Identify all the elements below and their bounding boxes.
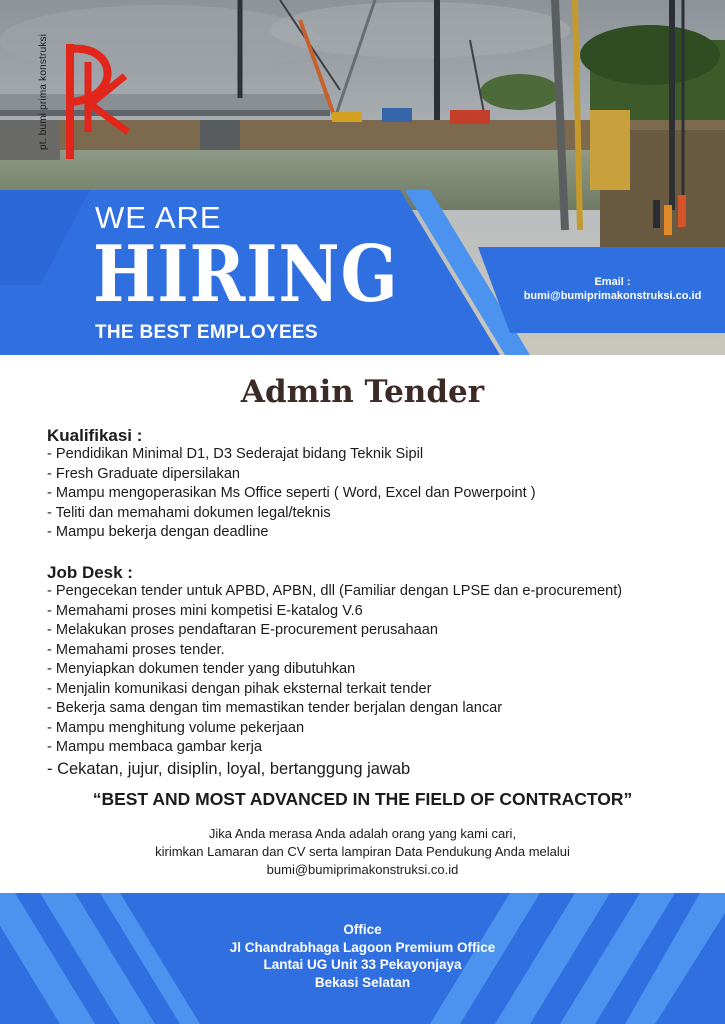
list-item: - Bekerja sama dengan tim memastikan tender berjalan dengan lancar bbox=[47, 700, 503, 716]
list-item: - Melakukan proses pendaftaran E-procurement perusahaan bbox=[47, 622, 439, 638]
address-line: Bekasi Selatan bbox=[314, 974, 411, 990]
list-item: - Memahami proses mini kompetisi E-katalog V.6 bbox=[47, 602, 363, 619]
list-item: - Fresh Graduate dipersilakan bbox=[47, 465, 241, 482]
list-item: - Memahami proses tender. bbox=[47, 641, 225, 658]
we-are-heading: WE ARE bbox=[95, 200, 222, 235]
application-instructions bbox=[0, 825, 725, 879]
office-address bbox=[0, 921, 725, 991]
email-address[interactable]: bumi@bumiprimakonstruksi.co.id bbox=[523, 290, 702, 302]
footer-section bbox=[0, 893, 725, 1024]
address-line: Lantai UG Unit 33 Pekayonjaya bbox=[263, 957, 462, 972]
list-item: - Menyiapkan dokumen tender yang dibutuhkan bbox=[47, 661, 356, 677]
list-item: - Mampu membaca gambar kerja bbox=[47, 739, 262, 755]
cta-email[interactable]: bumi@bumiprimakonstruksi.co.id bbox=[266, 862, 459, 877]
list-item: - Mampu bekerja dengan deadline bbox=[47, 524, 269, 540]
hiring-heading: HIRING bbox=[93, 229, 399, 320]
best-employees-subtitle: THE BEST EMPLOYEES bbox=[95, 322, 318, 343]
office-label: Office bbox=[343, 922, 382, 937]
list-item: - Menjalin komunikasi dengan pihak eksternal terkait tender bbox=[47, 680, 432, 697]
list-item: - Mampu menghitung volume pekerjaan bbox=[47, 719, 305, 736]
header-section bbox=[0, 0, 725, 355]
qualifications-title: Kualifikasi : bbox=[47, 426, 143, 445]
list-item: - Pengecekan tender untuk APBD, APBN, dll (Familiar dengan LPSE dan e-procurement) bbox=[47, 583, 623, 599]
list-item: - Cekatan, jujur, disiplin, loyal, bertanggung jawab bbox=[47, 759, 411, 778]
list-item: - Mampu mengoperasikan Ms Office seperti ( Word, Excel dan Powerpoint ) bbox=[47, 485, 536, 501]
cta-line: kirimkan Lamaran dan CV serta lampiran Data Pendukung Anda melalui bbox=[155, 844, 570, 859]
company-tagline: “BEST AND MOST ADVANCED IN THE FIELD OF CONTRACTOR” bbox=[92, 789, 633, 809]
job-desk-title: Job Desk : bbox=[47, 563, 133, 582]
qualifications-list bbox=[47, 445, 536, 543]
job-title: Admin Tender bbox=[240, 374, 485, 410]
email-label: Email : bbox=[594, 276, 631, 288]
list-item: - Pendidikan Minimal D1, D3 Sederajat bidang Teknik Sipil bbox=[47, 446, 424, 462]
address-line: Jl Chandrabhaga Lagoon Premium Office bbox=[229, 939, 496, 955]
logo-tagline: pt. bumi prima konstruksi bbox=[38, 33, 49, 150]
cta-line: Jika Anda merasa Anda adalah orang yang kami cari, bbox=[208, 826, 517, 841]
list-item: - Teliti dan memahami dokumen legal/teknis bbox=[47, 504, 331, 521]
job-desk-list bbox=[47, 582, 622, 780]
